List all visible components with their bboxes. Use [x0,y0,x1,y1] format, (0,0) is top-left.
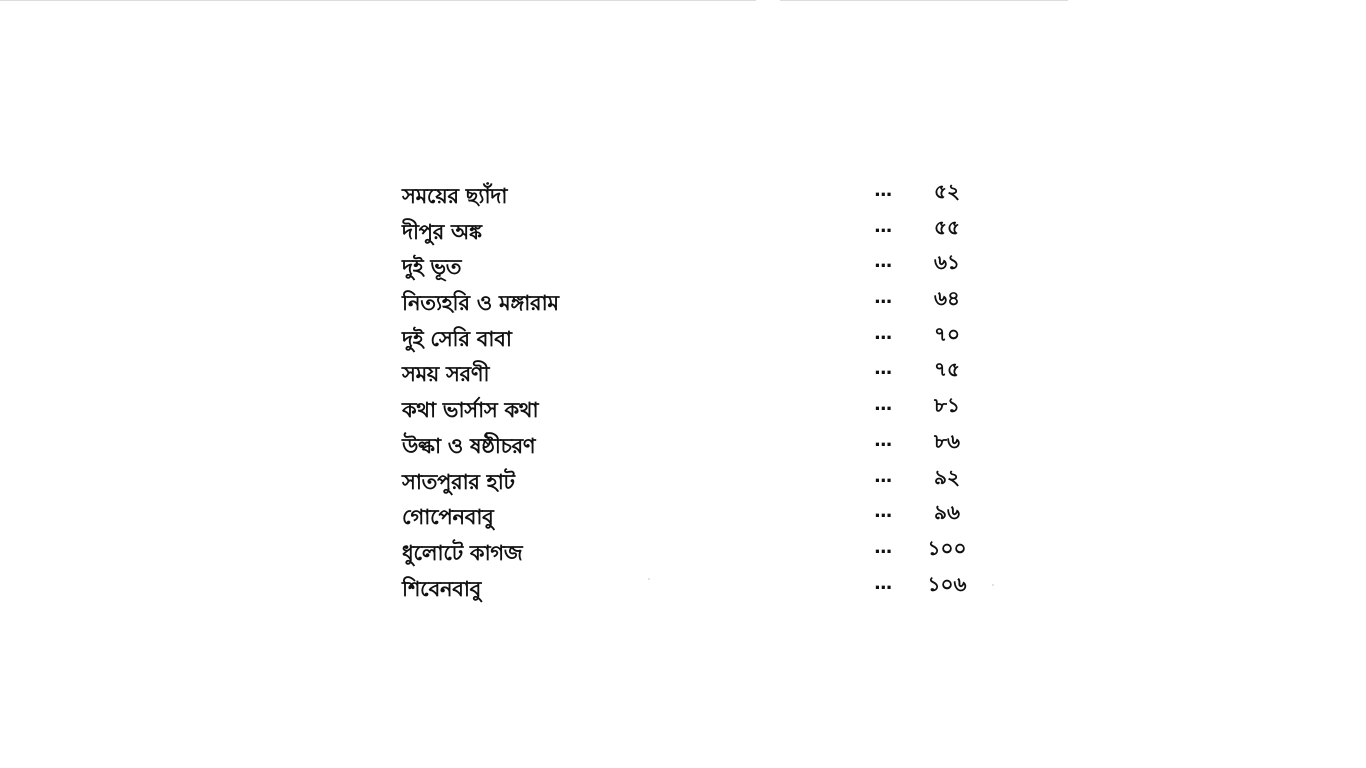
toc-entry-page: ৭৫ [934,357,960,382]
toc-entry-page: ৯২ [934,464,960,489]
toc-entry-leader: ... [874,287,892,309]
toc-entry-page: ৮১ [934,393,960,418]
toc-entry [400,176,980,212]
toc-entry [400,462,980,498]
toc-entry [400,497,980,533]
toc-entry [400,426,980,462]
toc-entry-leader: ... [874,465,892,487]
toc-entry-page: ১০৬ [927,571,967,596]
toc-entry [400,319,980,355]
toc-entry-title: ধুলোটে কাগজ [402,540,523,565]
table-of-contents [400,176,980,604]
scan-speck [992,584,994,586]
toc-entry-page: ৫৫ [934,214,960,239]
toc-entry [400,569,980,605]
toc-entry-title: কথা ভার্সাস কথা [402,398,539,423]
toc-entry-title: সাতপুরার হাট [402,469,515,494]
scan-speck [648,578,650,580]
toc-entry-leader: ... [874,215,892,237]
toc-entry-page: ৭০ [933,321,960,346]
toc-entry-title: গোপেনবাবু [402,505,494,530]
toc-entry-leader: ... [874,536,892,558]
toc-entry-page: ৮৬ [934,428,960,453]
toc-entry-page: ১০০ [927,535,967,560]
toc-entry [400,212,980,248]
toc-entry-leader: ... [874,572,892,594]
toc-entry-page: ৬১ [934,250,960,275]
toc-entry-title: দীপুর অঙ্ক [402,219,482,244]
toc-entry-page: ৫২ [934,179,960,203]
toc-entry [400,283,980,319]
toc-entry-title: দুই সেরি বাবা [402,326,512,351]
toc-entry-leader: ... [874,501,892,523]
scan-top-edge-right [780,0,1068,1]
toc-entry-leader: ... [874,322,892,344]
toc-entry-title: সময় সরণী [402,362,490,387]
toc-entry-title: শিবেনবাবু [402,576,482,601]
toc-entry-page: ৬৪ [934,286,960,311]
toc-entry-leader: ... [874,429,892,451]
toc-entry-title: নিত্যহরি ও মঙ্গারাম [402,291,559,316]
toc-entry-title: উল্কা ও ষষ্ঠীচরণ [402,433,536,458]
toc-entry-leader: ... [874,251,892,273]
toc-entry-leader: ... [874,180,892,201]
toc-entry-leader: ... [874,394,892,416]
toc-entry-page: ৯৬ [934,500,960,525]
toc-entry [400,390,980,426]
toc-entry-title: সময়ের ছ্যাঁদা [402,184,508,208]
toc-entry [400,533,980,569]
toc-entry-leader: ... [874,358,892,380]
scan-top-edge-left [0,0,756,1]
toc-entry [400,247,980,283]
toc-entry-title: দুই ভূত [402,255,462,280]
toc-entry [400,354,980,390]
